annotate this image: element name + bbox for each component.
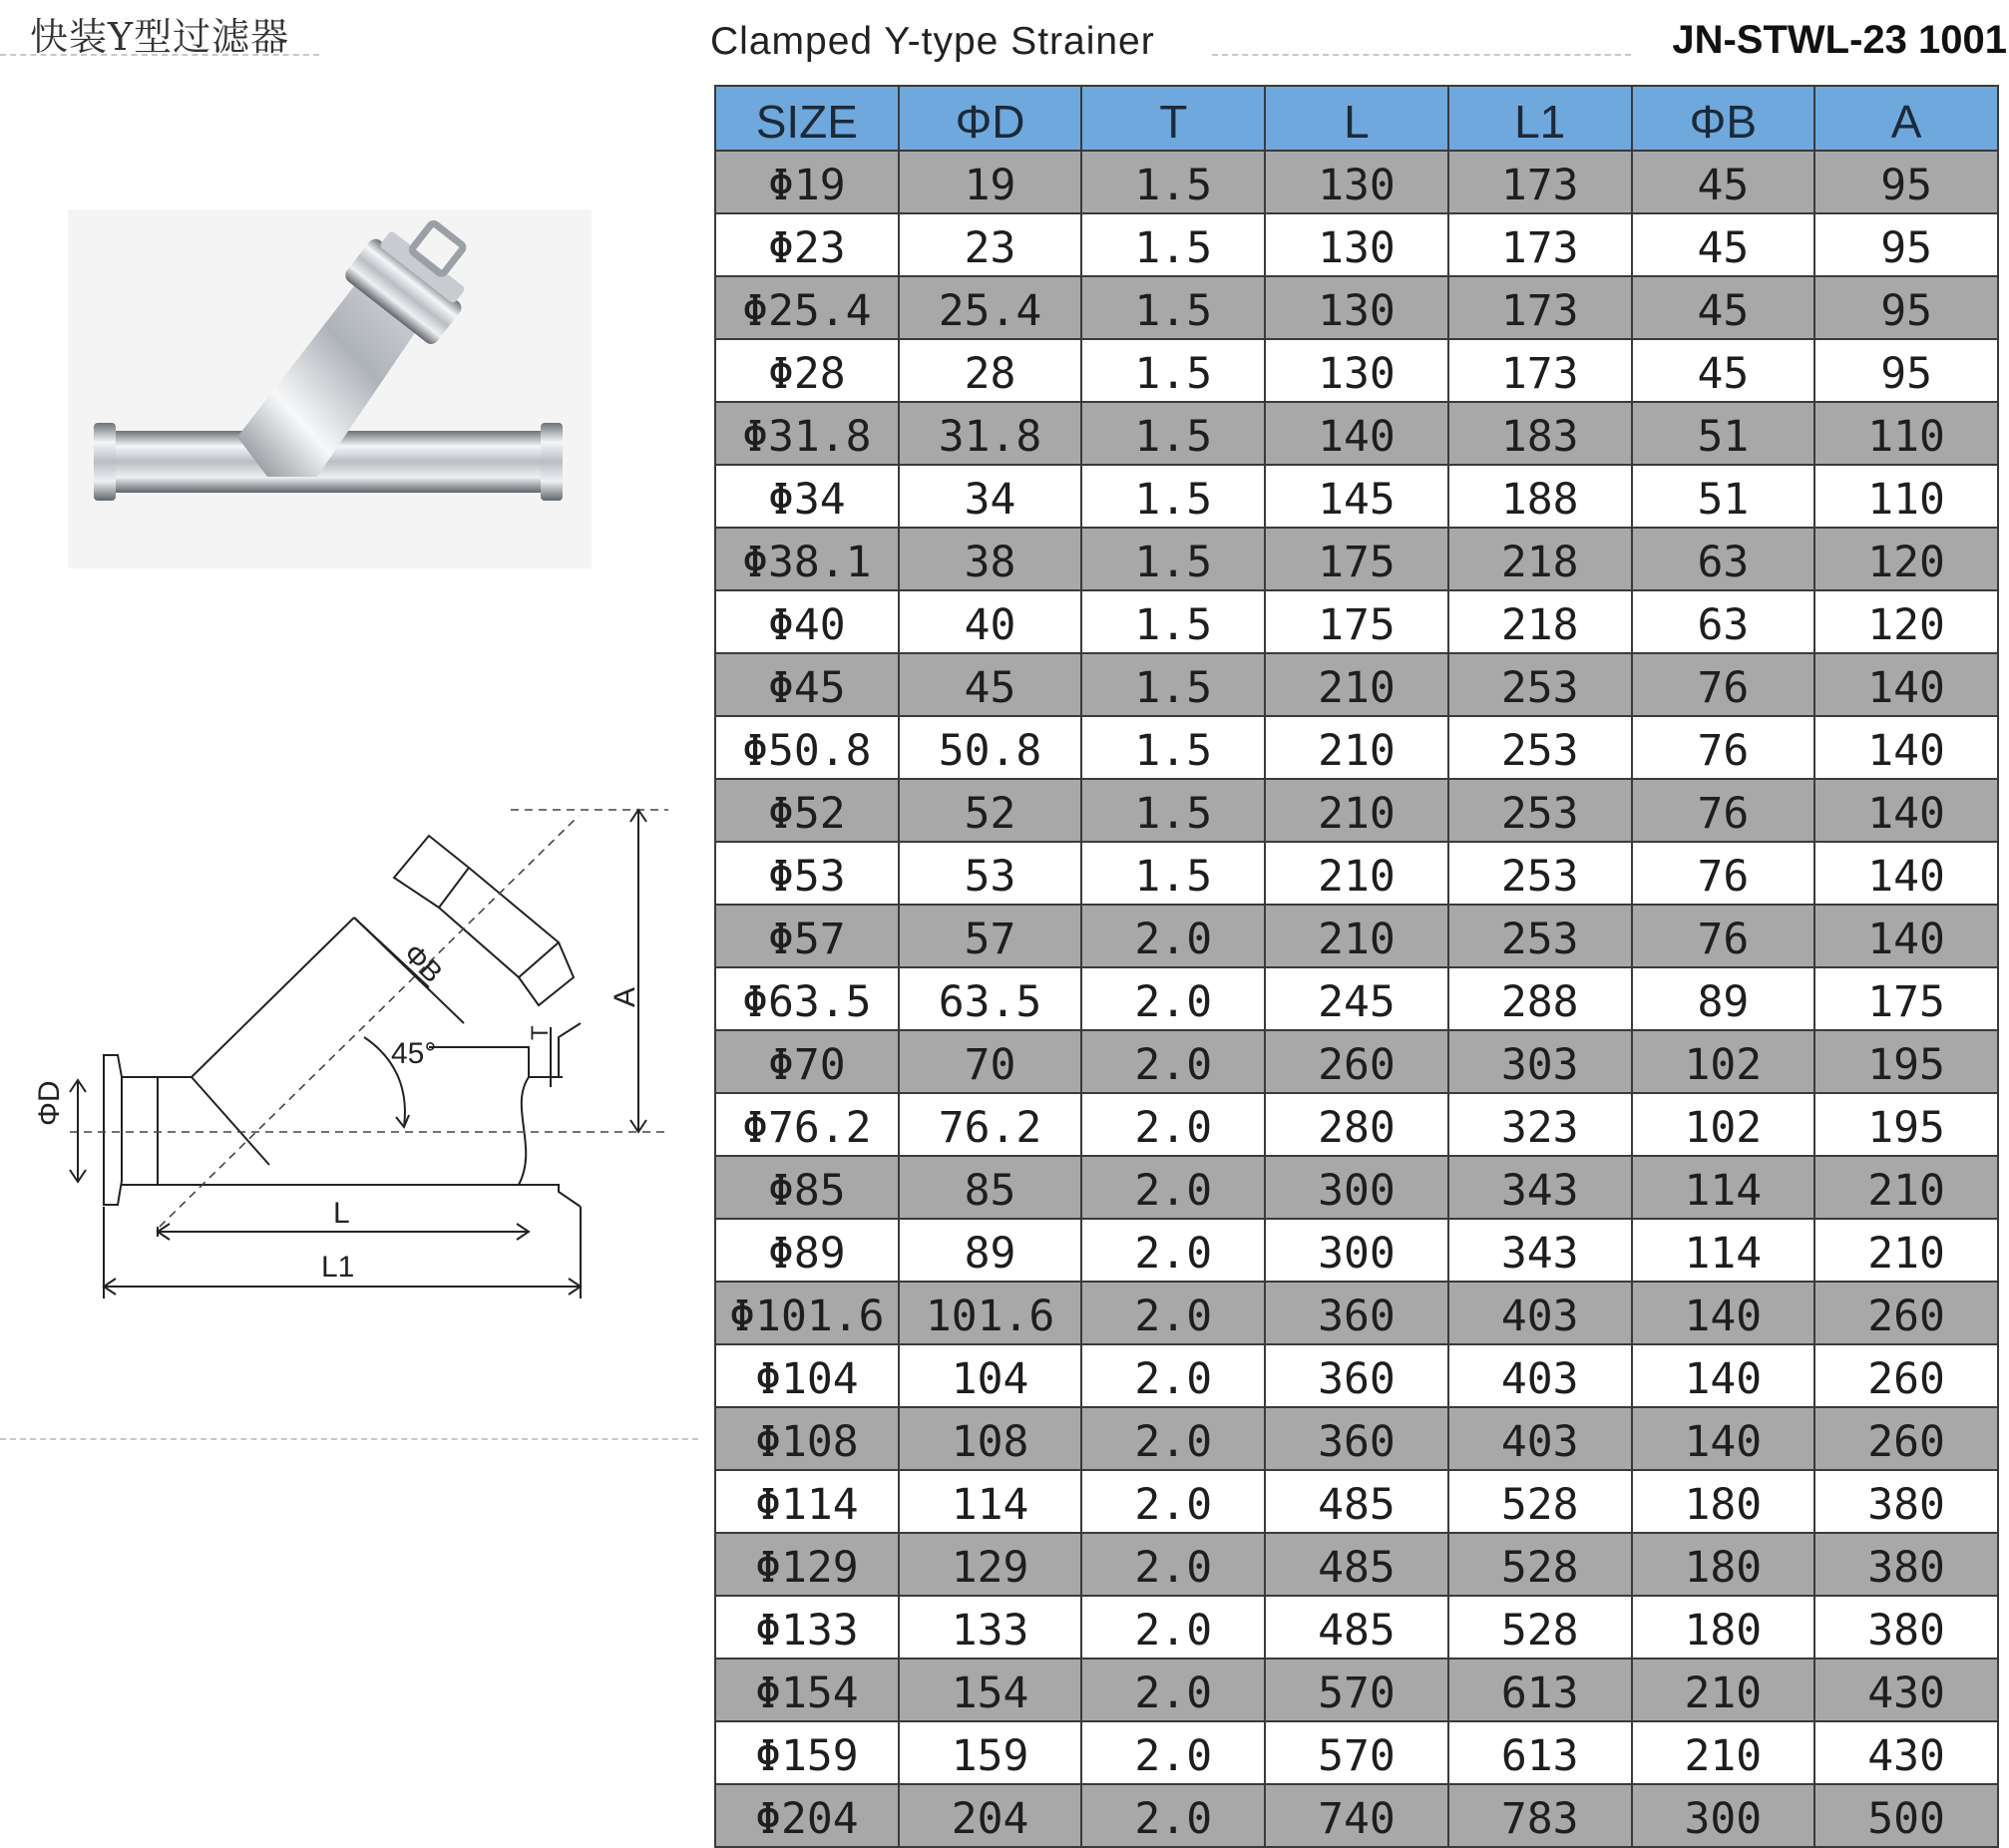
table-cell: 114 <box>1632 1156 1815 1219</box>
table-cell: 2.0 <box>1081 967 1265 1030</box>
spec-table <box>714 85 1999 1848</box>
table-cell: 1.5 <box>1081 528 1265 590</box>
table-cell: 740 <box>1265 1784 1448 1847</box>
column-header: ΦB <box>1632 86 1815 151</box>
table-cell: 45 <box>1632 151 1815 213</box>
column-header: T <box>1081 86 1265 151</box>
table-cell: Φ38.1 <box>715 528 899 590</box>
table-cell: 52 <box>899 779 1082 842</box>
table-cell: 360 <box>1265 1282 1448 1344</box>
table-row <box>715 402 1998 465</box>
table-cell: Φ101.6 <box>715 1282 899 1344</box>
table-cell: 51 <box>1632 402 1815 465</box>
table-cell: 343 <box>1448 1219 1632 1282</box>
table-cell: 76 <box>1632 842 1815 905</box>
table-cell: 500 <box>1814 1784 1998 1847</box>
table-cell: 110 <box>1814 465 1998 528</box>
table-cell: 173 <box>1448 276 1632 339</box>
table-row <box>715 1093 1998 1156</box>
table-cell: 23 <box>899 213 1082 276</box>
table-cell: 183 <box>1448 402 1632 465</box>
column-header: L <box>1265 86 1448 151</box>
table-cell: 204 <box>899 1784 1082 1847</box>
table-cell: 218 <box>1448 528 1632 590</box>
column-header: ΦD <box>899 86 1082 151</box>
table-cell: 180 <box>1632 1533 1815 1596</box>
page-title-english: Clamped Y-type Strainer <box>710 20 1155 63</box>
table-cell: 303 <box>1448 1030 1632 1093</box>
table-cell: 104 <box>899 1344 1082 1407</box>
product-photo <box>68 209 592 568</box>
table-cell: 210 <box>1632 1659 1815 1721</box>
table-cell: 133 <box>899 1596 1082 1659</box>
table-cell: 63.5 <box>899 967 1082 1030</box>
table-cell: 114 <box>899 1470 1082 1533</box>
table-cell: 180 <box>1632 1596 1815 1659</box>
table-row <box>715 905 1998 967</box>
table-cell: 528 <box>1448 1596 1632 1659</box>
table-cell: 2.0 <box>1081 1470 1265 1533</box>
table-row <box>715 1219 1998 1282</box>
table-cell: Φ19 <box>715 151 899 213</box>
table-cell: 140 <box>1814 716 1998 779</box>
table-cell: 2.0 <box>1081 1219 1265 1282</box>
table-cell: 2.0 <box>1081 905 1265 967</box>
table-row <box>715 465 1998 528</box>
table-cell: 2.0 <box>1081 1721 1265 1784</box>
table-row <box>715 1344 1998 1407</box>
table-cell: 1.5 <box>1081 590 1265 653</box>
table-row <box>715 967 1998 1030</box>
table-cell: 140 <box>1265 402 1448 465</box>
table-cell: 210 <box>1265 653 1448 716</box>
table-cell: 783 <box>1448 1784 1632 1847</box>
table-cell: 38 <box>899 528 1082 590</box>
table-cell: Φ104 <box>715 1344 899 1407</box>
table-row <box>715 1470 1998 1533</box>
label-b: ΦB <box>397 937 449 989</box>
table-cell: 360 <box>1265 1344 1448 1407</box>
table-cell: 360 <box>1265 1407 1448 1470</box>
table-header-row <box>715 86 1998 151</box>
table-cell: 19 <box>899 151 1082 213</box>
label-d: ΦD <box>33 1080 66 1126</box>
table-cell: 210 <box>1814 1156 1998 1219</box>
table-cell: 2.0 <box>1081 1093 1265 1156</box>
table-cell: 175 <box>1265 590 1448 653</box>
table-row <box>715 716 1998 779</box>
table-row <box>715 339 1998 402</box>
table-cell: 1.5 <box>1081 465 1265 528</box>
table-cell: 89 <box>1632 967 1815 1030</box>
table-cell: 1.5 <box>1081 653 1265 716</box>
table-cell: 31.8 <box>899 402 1082 465</box>
table-cell: 76 <box>1632 716 1815 779</box>
table-cell: 485 <box>1265 1470 1448 1533</box>
table-cell: 1.5 <box>1081 779 1265 842</box>
table-cell: 570 <box>1265 1721 1448 1784</box>
table-cell: Φ159 <box>715 1721 899 1784</box>
table-cell: Φ85 <box>715 1156 899 1219</box>
table-cell: 95 <box>1814 151 1998 213</box>
table-row <box>715 1596 1998 1659</box>
table-cell: 2.0 <box>1081 1030 1265 1093</box>
label-a: A <box>608 986 641 1007</box>
table-cell: Φ57 <box>715 905 899 967</box>
table-cell: 253 <box>1448 653 1632 716</box>
table-cell: 130 <box>1265 213 1448 276</box>
table-cell: 130 <box>1265 339 1448 402</box>
label-l1: L1 <box>321 1251 355 1284</box>
table-cell: 45 <box>899 653 1082 716</box>
table-cell: 102 <box>1632 1093 1815 1156</box>
table-cell: 2.0 <box>1081 1282 1265 1344</box>
page-title-chinese: 快装Y型过滤器 <box>30 15 290 59</box>
table-cell: 210 <box>1265 779 1448 842</box>
table-cell: 1.5 <box>1081 276 1265 339</box>
table-cell: 300 <box>1265 1219 1448 1282</box>
table-cell: 140 <box>1814 653 1998 716</box>
table-cell: 173 <box>1448 151 1632 213</box>
table-cell: 1.5 <box>1081 339 1265 402</box>
table-cell: 95 <box>1814 339 1998 402</box>
table-cell: 380 <box>1814 1470 1998 1533</box>
table-row <box>715 1030 1998 1093</box>
table-cell: 253 <box>1448 779 1632 842</box>
table-cell: 45 <box>1632 339 1815 402</box>
table-cell: 1.5 <box>1081 842 1265 905</box>
table-cell: Φ129 <box>715 1533 899 1596</box>
table-cell: 323 <box>1448 1093 1632 1156</box>
table-cell: Φ89 <box>715 1219 899 1282</box>
table-cell: Φ28 <box>715 339 899 402</box>
table-cell: 403 <box>1448 1407 1632 1470</box>
table-cell: 120 <box>1814 528 1998 590</box>
table-cell: 430 <box>1814 1721 1998 1784</box>
table-cell: 218 <box>1448 590 1632 653</box>
model-code: JN-STWL-23 1001 <box>1672 18 2007 62</box>
table-cell: 210 <box>1632 1721 1815 1784</box>
table-cell: 210 <box>1265 905 1448 967</box>
table-cell: 53 <box>899 842 1082 905</box>
table-row <box>715 1721 1998 1784</box>
table-cell: 140 <box>1814 905 1998 967</box>
dimension-drawing <box>0 788 698 1346</box>
table-row <box>715 842 1998 905</box>
table-cell: 140 <box>1814 842 1998 905</box>
label-t: T <box>527 1025 554 1040</box>
table-cell: 45 <box>1632 213 1815 276</box>
table-cell: Φ63.5 <box>715 967 899 1030</box>
table-cell: 300 <box>1265 1156 1448 1219</box>
table-cell: Φ40 <box>715 590 899 653</box>
table-cell: 210 <box>1265 716 1448 779</box>
table-cell: 140 <box>1632 1407 1815 1470</box>
table-cell: 253 <box>1448 905 1632 967</box>
table-cell: 120 <box>1814 590 1998 653</box>
table-cell: 380 <box>1814 1596 1998 1659</box>
table-cell: 175 <box>1265 528 1448 590</box>
table-cell: 2.0 <box>1081 1344 1265 1407</box>
table-row <box>715 1659 1998 1721</box>
label-l: L <box>333 1197 350 1230</box>
table-cell: 2.0 <box>1081 1156 1265 1219</box>
table-cell: 114 <box>1632 1219 1815 1282</box>
table-cell: 108 <box>899 1407 1082 1470</box>
table-row <box>715 1533 1998 1596</box>
table-cell: 140 <box>1632 1282 1815 1344</box>
table-cell: 1.5 <box>1081 716 1265 779</box>
table-cell: 403 <box>1448 1282 1632 1344</box>
table-cell: 76 <box>1632 905 1815 967</box>
table-cell: Φ114 <box>715 1470 899 1533</box>
table-cell: 180 <box>1632 1470 1815 1533</box>
table-cell: 430 <box>1814 1659 1998 1721</box>
table-cell: 195 <box>1814 1093 1998 1156</box>
table-cell: 2.0 <box>1081 1784 1265 1847</box>
table-cell: 76 <box>1632 653 1815 716</box>
table-cell: 1.5 <box>1081 402 1265 465</box>
table-cell: Φ31.8 <box>715 402 899 465</box>
table-cell: 76.2 <box>899 1093 1082 1156</box>
table-cell: 570 <box>1265 1659 1448 1721</box>
table-cell: 50.8 <box>899 716 1082 779</box>
table-cell: 210 <box>1814 1219 1998 1282</box>
table-row <box>715 528 1998 590</box>
table-cell: 485 <box>1265 1596 1448 1659</box>
table-cell: Φ154 <box>715 1659 899 1721</box>
table-cell: 130 <box>1265 151 1448 213</box>
table-row <box>715 1156 1998 1219</box>
table-cell: 260 <box>1814 1344 1998 1407</box>
table-cell: 63 <box>1632 590 1815 653</box>
table-cell: 210 <box>1265 842 1448 905</box>
table-cell: 528 <box>1448 1470 1632 1533</box>
table-cell: 2.0 <box>1081 1659 1265 1721</box>
table-cell: 154 <box>899 1659 1082 1721</box>
table-cell: 40 <box>899 590 1082 653</box>
table-cell: 25.4 <box>899 276 1082 339</box>
table-row <box>715 779 1998 842</box>
table-cell: 260 <box>1265 1030 1448 1093</box>
table-cell: 57 <box>899 905 1082 967</box>
table-cell: Φ70 <box>715 1030 899 1093</box>
table-cell: 2.0 <box>1081 1533 1265 1596</box>
table-cell: Φ76.2 <box>715 1093 899 1156</box>
table-row <box>715 151 1998 213</box>
table-cell: 300 <box>1632 1784 1815 1847</box>
table-cell: 63 <box>1632 528 1815 590</box>
table-row <box>715 1407 1998 1470</box>
table-cell: Φ50.8 <box>715 716 899 779</box>
table-row <box>715 590 1998 653</box>
table-row <box>715 1784 1998 1847</box>
table-cell: Φ23 <box>715 213 899 276</box>
table-cell: 129 <box>899 1533 1082 1596</box>
header-divider-mid <box>1212 54 1631 56</box>
table-cell: 130 <box>1265 276 1448 339</box>
table-cell: 173 <box>1448 213 1632 276</box>
table-cell: Φ34 <box>715 465 899 528</box>
table-cell: 403 <box>1448 1344 1632 1407</box>
table-cell: 1.5 <box>1081 151 1265 213</box>
label-angle: 45° <box>391 1037 437 1070</box>
table-cell: 102 <box>1632 1030 1815 1093</box>
table-cell: 95 <box>1814 276 1998 339</box>
table-cell: 76 <box>1632 779 1815 842</box>
table-cell: 140 <box>1814 779 1998 842</box>
table-cell: 613 <box>1448 1721 1632 1784</box>
table-cell: Φ108 <box>715 1407 899 1470</box>
column-header: SIZE <box>715 86 899 151</box>
table-cell: 145 <box>1265 465 1448 528</box>
table-cell: 260 <box>1814 1282 1998 1344</box>
table-cell: 260 <box>1814 1407 1998 1470</box>
table-cell: Φ204 <box>715 1784 899 1847</box>
table-cell: 253 <box>1448 842 1632 905</box>
table-cell: 280 <box>1265 1093 1448 1156</box>
table-row <box>715 213 1998 276</box>
table-cell: 159 <box>899 1721 1082 1784</box>
table-cell: Φ25.4 <box>715 276 899 339</box>
table-cell: 528 <box>1448 1533 1632 1596</box>
table-cell: 613 <box>1448 1659 1632 1721</box>
table-cell: Φ53 <box>715 842 899 905</box>
table-cell: 188 <box>1448 465 1632 528</box>
table-cell: Φ52 <box>715 779 899 842</box>
table-cell: 140 <box>1632 1344 1815 1407</box>
table-row <box>715 653 1998 716</box>
table-cell: 89 <box>899 1219 1082 1282</box>
table-cell: 101.6 <box>899 1282 1082 1344</box>
table-body <box>715 151 1998 1847</box>
table-cell: 70 <box>899 1030 1082 1093</box>
table-row <box>715 1282 1998 1344</box>
table-cell: 45 <box>1632 276 1815 339</box>
table-cell: 2.0 <box>1081 1596 1265 1659</box>
section-divider <box>0 1438 698 1440</box>
column-header: L1 <box>1448 86 1632 151</box>
table-cell: 380 <box>1814 1533 1998 1596</box>
table-cell: 253 <box>1448 716 1632 779</box>
table-cell: 343 <box>1448 1156 1632 1219</box>
table-cell: 51 <box>1632 465 1815 528</box>
table-cell: 28 <box>899 339 1082 402</box>
table-cell: 85 <box>899 1156 1082 1219</box>
table-row <box>715 276 1998 339</box>
table-cell: 34 <box>899 465 1082 528</box>
table-cell: Φ45 <box>715 653 899 716</box>
table-cell: 95 <box>1814 213 1998 276</box>
column-header: A <box>1814 86 1998 151</box>
table-cell: 110 <box>1814 402 1998 465</box>
table-cell: 2.0 <box>1081 1407 1265 1470</box>
table-cell: 175 <box>1814 967 1998 1030</box>
table-cell: 245 <box>1265 967 1448 1030</box>
table-cell: 195 <box>1814 1030 1998 1093</box>
table-cell: Φ133 <box>715 1596 899 1659</box>
table-cell: 485 <box>1265 1533 1448 1596</box>
table-cell: 173 <box>1448 339 1632 402</box>
table-cell: 288 <box>1448 967 1632 1030</box>
table-cell: 1.5 <box>1081 213 1265 276</box>
